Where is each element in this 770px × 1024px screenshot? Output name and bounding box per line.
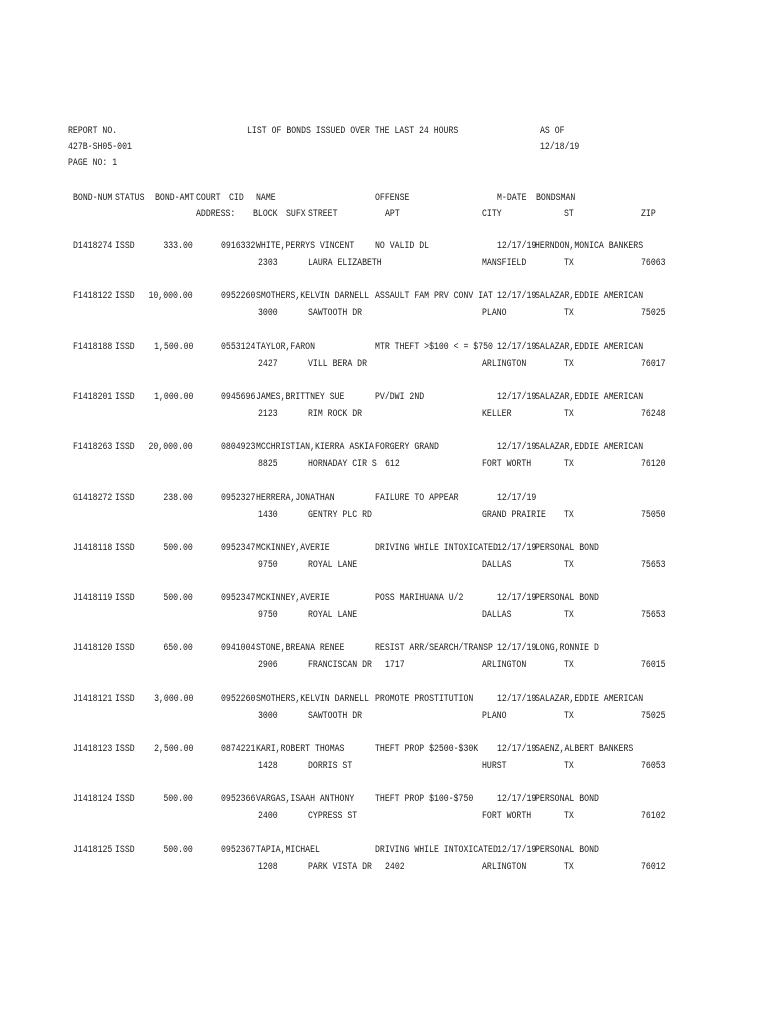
record-city: ARLINGTON bbox=[482, 861, 527, 873]
record-amount: 500.00 bbox=[163, 542, 193, 554]
record-mdate: 12/17/19 bbox=[497, 844, 537, 856]
record-block: 2303 bbox=[258, 257, 278, 269]
record-street: DORRIS ST bbox=[308, 760, 353, 772]
record-city: PLANO bbox=[482, 307, 507, 319]
record-court-cid: 0941004 bbox=[221, 642, 256, 654]
record-bond-num: J1418125 bbox=[73, 844, 113, 856]
record-zip: 76120 bbox=[641, 458, 666, 470]
record-offense: NO VALID DL bbox=[375, 240, 430, 252]
record-name: VARGAS,ISAAH ANTHONY bbox=[256, 793, 355, 805]
record-status: ISSD bbox=[115, 391, 135, 403]
record-street: SAWTOOTH DR bbox=[308, 307, 363, 319]
record-block: 9750 bbox=[258, 559, 278, 571]
record-mdate: 12/17/19 bbox=[497, 391, 537, 403]
record-offense: THEFT PROP $2500-$30K bbox=[375, 743, 479, 755]
as-of-date: 12/18/19 bbox=[540, 141, 580, 153]
record-mdate: 12/17/19 bbox=[497, 240, 537, 252]
col-bondsman: BONDSMAN bbox=[536, 192, 576, 204]
record-amount: 10,000.00 bbox=[148, 290, 193, 302]
col-address: ADDRESS: bbox=[196, 208, 236, 220]
record-court-cid: 0874221 bbox=[221, 743, 256, 755]
record-name: MCKINNEY,AVERIE bbox=[256, 542, 330, 554]
col-court: COURT bbox=[196, 192, 221, 204]
record-offense: FAILURE TO APPEAR bbox=[375, 492, 459, 504]
record-name: TAPIA,MICHAEL bbox=[256, 844, 320, 856]
record-status: ISSD bbox=[115, 592, 135, 604]
record-block: 1430 bbox=[258, 509, 278, 521]
record-block: 2123 bbox=[258, 408, 278, 420]
record-offense: THEFT PROP $100-$750 bbox=[375, 793, 474, 805]
record-zip: 76102 bbox=[641, 810, 666, 822]
record-state: TX bbox=[564, 659, 574, 671]
record-offense: DRIVING WHILE INTOXICATED bbox=[375, 844, 498, 856]
record-city: ARLINGTON bbox=[482, 659, 527, 671]
record-court-cid: 0952347 bbox=[221, 542, 256, 554]
record-mdate: 12/17/19 bbox=[497, 642, 537, 654]
record-block: 2906 bbox=[258, 659, 278, 671]
record-name: TAYLOR,FARON bbox=[256, 341, 315, 353]
record-street: FRANCISCAN DR bbox=[308, 659, 372, 671]
record-bond-num: J1418119 bbox=[73, 592, 113, 604]
record-mdate: 12/17/19 bbox=[497, 492, 537, 504]
record-city: KELLER bbox=[482, 408, 512, 420]
record-bondsman: SALAZAR,EDDIE AMERICAN bbox=[535, 441, 644, 453]
record-state: TX bbox=[564, 358, 574, 370]
record-amount: 238.00 bbox=[163, 492, 193, 504]
record-block: 9750 bbox=[258, 609, 278, 621]
record-city: FORT WORTH bbox=[482, 458, 532, 470]
record-bond-num: F1418188 bbox=[73, 341, 113, 353]
col-street: STREET bbox=[308, 208, 338, 220]
record-court-cid: 0952347 bbox=[221, 592, 256, 604]
report-no: 427B-SH05-001 bbox=[68, 141, 132, 153]
col-offense: OFFENSE bbox=[375, 192, 410, 204]
col-cid: CID bbox=[229, 192, 244, 204]
record-name: MCKINNEY,AVERIE bbox=[256, 592, 330, 604]
record-name: WHITE,PERRYS VINCENT bbox=[256, 240, 355, 252]
record-bondsman: SAENZ,ALBERT BANKERS bbox=[535, 743, 634, 755]
record-amount: 500.00 bbox=[163, 592, 193, 604]
col-bond-amt: BOND-AMT bbox=[155, 192, 195, 204]
record-bond-num: F1418122 bbox=[73, 290, 113, 302]
record-street: LAURA ELIZABETH bbox=[308, 257, 382, 269]
record-bondsman: SALAZAR,EDDIE AMERICAN bbox=[535, 693, 644, 705]
record-amount: 2,500.00 bbox=[153, 743, 193, 755]
record-status: ISSD bbox=[115, 341, 135, 353]
record-name: MCCHRISTIAN,KIERRA ASKIA bbox=[256, 441, 374, 453]
report-no-label: REPORT NO. bbox=[68, 125, 118, 137]
record-bond-num: G1418272 bbox=[73, 492, 113, 504]
record-mdate: 12/17/19 bbox=[497, 441, 537, 453]
record-status: ISSD bbox=[115, 542, 135, 554]
record-block: 3000 bbox=[258, 710, 278, 722]
record-zip: 76063 bbox=[641, 257, 666, 269]
record-zip: 76015 bbox=[641, 659, 666, 671]
record-bondsman: PERSONAL BOND bbox=[535, 844, 599, 856]
record-court-cid: 0952327 bbox=[221, 492, 256, 504]
record-state: TX bbox=[564, 710, 574, 722]
record-street: PARK VISTA DR bbox=[308, 861, 372, 873]
record-city: ARLINGTON bbox=[482, 358, 527, 370]
record-state: TX bbox=[564, 559, 574, 571]
record-state: TX bbox=[564, 760, 574, 772]
record-state: TX bbox=[564, 307, 574, 319]
report-title: LIST OF BONDS ISSUED OVER THE LAST 24 HOURS bbox=[247, 125, 459, 137]
record-zip: 75653 bbox=[641, 559, 666, 571]
record-offense: FORGERY GRAND bbox=[375, 441, 439, 453]
record-city: MANSFIELD bbox=[482, 257, 527, 269]
record-zip: 75050 bbox=[641, 509, 666, 521]
record-block: 2400 bbox=[258, 810, 278, 822]
record-street: HORNADAY CIR S bbox=[308, 458, 377, 470]
record-bondsman: PERSONAL BOND bbox=[535, 793, 599, 805]
record-status: ISSD bbox=[115, 793, 135, 805]
record-block: 3000 bbox=[258, 307, 278, 319]
record-block: 1428 bbox=[258, 760, 278, 772]
record-mdate: 12/17/19 bbox=[497, 341, 537, 353]
record-zip: 76248 bbox=[641, 408, 666, 420]
record-city: FORT WORTH bbox=[482, 810, 532, 822]
record-offense: PV/DWI 2ND bbox=[375, 391, 425, 403]
record-bond-num: J1418124 bbox=[73, 793, 113, 805]
record-state: TX bbox=[564, 810, 574, 822]
record-bond-num: J1418123 bbox=[73, 743, 113, 755]
record-offense: DRIVING WHILE INTOXICATED bbox=[375, 542, 498, 554]
record-amount: 500.00 bbox=[163, 793, 193, 805]
record-bondsman: SALAZAR,EDDIE AMERICAN bbox=[535, 391, 644, 403]
record-bond-num: F1418201 bbox=[73, 391, 113, 403]
record-amount: 333.00 bbox=[163, 240, 193, 252]
record-street: VILL BERA DR bbox=[308, 358, 367, 370]
record-status: ISSD bbox=[115, 743, 135, 755]
record-bondsman: LONG,RONNIE D bbox=[535, 642, 599, 654]
col-bond-num: BOND-NUM bbox=[73, 192, 113, 204]
record-street: ROYAL LANE bbox=[308, 559, 358, 571]
record-name: KARI,ROBERT THOMAS bbox=[256, 743, 345, 755]
record-amount: 3,000.00 bbox=[153, 693, 193, 705]
record-bond-num: J1418121 bbox=[73, 693, 113, 705]
record-court-cid: 0952366 bbox=[221, 793, 256, 805]
record-zip: 76017 bbox=[641, 358, 666, 370]
record-zip: 75653 bbox=[641, 609, 666, 621]
record-name: HERRERA,JONATHAN bbox=[256, 492, 335, 504]
record-mdate: 12/17/19 bbox=[497, 542, 537, 554]
col-status: STATUS bbox=[115, 192, 145, 204]
record-street: SAWTOOTH DR bbox=[308, 710, 363, 722]
record-mdate: 12/17/19 bbox=[497, 693, 537, 705]
record-bondsman: PERSONAL BOND bbox=[535, 592, 599, 604]
record-mdate: 12/17/19 bbox=[497, 793, 537, 805]
record-state: TX bbox=[564, 257, 574, 269]
record-name: JAMES,BRITTNEY SUE bbox=[256, 391, 345, 403]
record-state: TX bbox=[564, 861, 574, 873]
record-block: 8825 bbox=[258, 458, 278, 470]
record-apt: 1717 bbox=[385, 659, 405, 671]
record-court-cid: 0804923 bbox=[221, 441, 256, 453]
record-bond-num: J1418118 bbox=[73, 542, 113, 554]
record-bond-num: J1418120 bbox=[73, 642, 113, 654]
record-bondsman: SALAZAR,EDDIE AMERICAN bbox=[535, 341, 644, 353]
record-amount: 1,500.00 bbox=[153, 341, 193, 353]
record-offense: PROMOTE PROSTITUTION bbox=[375, 693, 474, 705]
record-offense: POSS MARIHUANA U/2 bbox=[375, 592, 464, 604]
record-street: CYPRESS ST bbox=[308, 810, 358, 822]
record-name: STONE,BREANA RENEE bbox=[256, 642, 345, 654]
record-state: TX bbox=[564, 509, 574, 521]
record-status: ISSD bbox=[115, 492, 135, 504]
record-city: PLANO bbox=[482, 710, 507, 722]
record-status: ISSD bbox=[115, 441, 135, 453]
col-block: BLOCK bbox=[253, 208, 278, 220]
record-state: TX bbox=[564, 458, 574, 470]
record-city: DALLAS bbox=[482, 609, 512, 621]
record-amount: 650.00 bbox=[163, 642, 193, 654]
col-mdate: M-DATE bbox=[497, 192, 527, 204]
record-zip: 76012 bbox=[641, 861, 666, 873]
record-zip: 75025 bbox=[641, 307, 666, 319]
record-mdate: 12/17/19 bbox=[497, 743, 537, 755]
record-court-cid: 0952260 bbox=[221, 290, 256, 302]
record-block: 2427 bbox=[258, 358, 278, 370]
col-zip: ZIP bbox=[641, 208, 656, 220]
record-city: DALLAS bbox=[482, 559, 512, 571]
col-sufx: SUFX bbox=[286, 208, 306, 220]
record-block: 1208 bbox=[258, 861, 278, 873]
record-bondsman: PERSONAL BOND bbox=[535, 542, 599, 554]
record-street: RIM ROCK DR bbox=[308, 408, 363, 420]
record-state: TX bbox=[564, 609, 574, 621]
as-of-label: AS OF bbox=[540, 125, 565, 137]
record-city: GRAND PRAIRIE bbox=[482, 509, 546, 521]
record-court-cid: 0945696 bbox=[221, 391, 256, 403]
record-offense: MTR THEFT >$100 < = $750 bbox=[375, 341, 493, 353]
record-bond-num: F1418263 bbox=[73, 441, 113, 453]
record-court-cid: 0916332 bbox=[221, 240, 256, 252]
record-status: ISSD bbox=[115, 844, 135, 856]
col-st: ST bbox=[564, 208, 574, 220]
col-city: CITY bbox=[482, 208, 502, 220]
record-bondsman: SALAZAR,EDDIE AMERICAN bbox=[535, 290, 644, 302]
record-status: ISSD bbox=[115, 693, 135, 705]
record-zip: 76053 bbox=[641, 760, 666, 772]
record-court-cid: 0952367 bbox=[221, 844, 256, 856]
record-name: SMOTHERS,KELVIN DARNELL bbox=[256, 290, 370, 302]
record-amount: 500.00 bbox=[163, 844, 193, 856]
record-status: ISSD bbox=[115, 642, 135, 654]
record-status: ISSD bbox=[115, 290, 135, 302]
record-apt: 2402 bbox=[385, 861, 405, 873]
record-amount: 20,000.00 bbox=[148, 441, 193, 453]
page-number: PAGE NO: 1 bbox=[68, 157, 118, 169]
record-bondsman: HERNDON,MONICA BANKERS bbox=[535, 240, 644, 252]
record-street: ROYAL LANE bbox=[308, 609, 358, 621]
record-mdate: 12/17/19 bbox=[497, 592, 537, 604]
record-court-cid: 0553124 bbox=[221, 341, 256, 353]
record-bond-num: D1418274 bbox=[73, 240, 113, 252]
record-zip: 75025 bbox=[641, 710, 666, 722]
record-offense: RESIST ARR/SEARCH/TRANSP bbox=[375, 642, 493, 654]
record-offense: ASSAULT FAM PRV CONV IAT bbox=[375, 290, 493, 302]
record-amount: 1,000.00 bbox=[153, 391, 193, 403]
record-status: ISSD bbox=[115, 240, 135, 252]
record-street: GENTRY PLC RD bbox=[308, 509, 372, 521]
record-name: SMOTHERS,KELVIN DARNELL bbox=[256, 693, 370, 705]
record-state: TX bbox=[564, 408, 574, 420]
col-apt: APT bbox=[385, 208, 400, 220]
col-name: NAME bbox=[256, 192, 276, 204]
record-mdate: 12/17/19 bbox=[497, 290, 537, 302]
record-city: HURST bbox=[482, 760, 507, 772]
record-court-cid: 0952260 bbox=[221, 693, 256, 705]
record-apt: 612 bbox=[385, 458, 400, 470]
